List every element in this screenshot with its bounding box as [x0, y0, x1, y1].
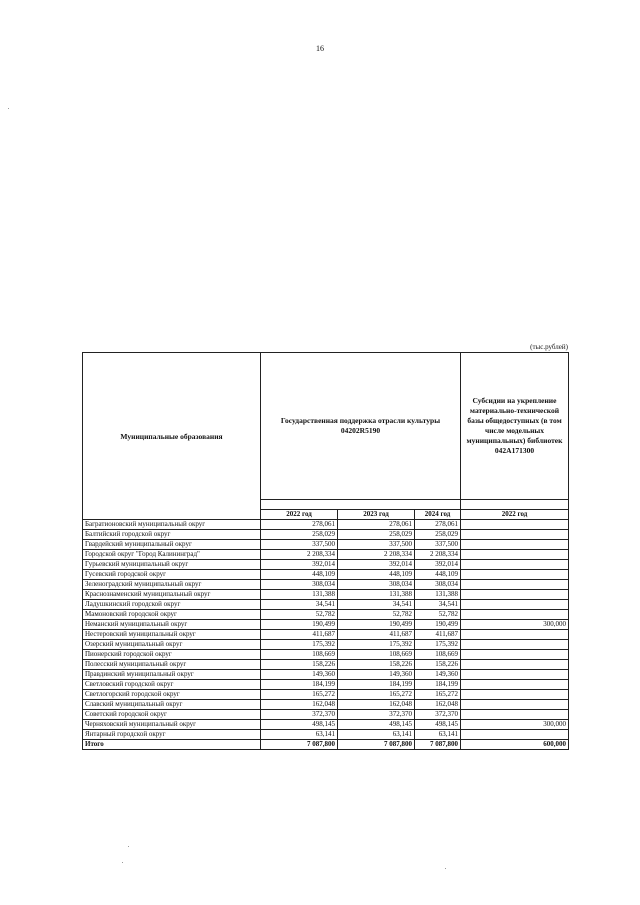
row-library-2022 [461, 530, 569, 540]
table-row [83, 550, 569, 560]
row-2024: 162,048 [415, 700, 461, 710]
row-2022: 337,500 [261, 540, 338, 550]
row-2022: 498,145 [261, 720, 338, 730]
row-2023: 258,029 [338, 530, 415, 540]
row-library-2022 [461, 670, 569, 680]
table-row [83, 520, 569, 530]
row-2023: 175,392 [338, 640, 415, 650]
row-name: Светловский городской округ [83, 680, 261, 690]
page-number: 16 [316, 44, 324, 53]
table-row [83, 640, 569, 650]
row-2024: 34,541 [415, 600, 461, 610]
table-row [83, 600, 569, 610]
row-2022: 372,370 [261, 710, 338, 720]
row-library-2022: 300,000 [461, 720, 569, 730]
budget-table [82, 352, 569, 750]
table-row [83, 630, 569, 640]
table-row [83, 680, 569, 690]
row-2024: 108,669 [415, 650, 461, 660]
header-year-2022: 2022 год [261, 510, 338, 520]
row-2023: 372,370 [338, 710, 415, 720]
row-2023: 63,141 [338, 730, 415, 740]
table-row [83, 670, 569, 680]
row-2023: 184,199 [338, 680, 415, 690]
row-name: Славский муниципальный округ [83, 700, 261, 710]
row-library-2022 [461, 580, 569, 590]
row-library-2022: 300,000 [461, 620, 569, 630]
header-municipalities: Муниципальные образования [83, 353, 261, 520]
table-row [83, 730, 569, 740]
row-name: Гурьевский муниципальный округ [83, 560, 261, 570]
row-library-2022 [461, 540, 569, 550]
table-row [83, 590, 569, 600]
header-library-year-2022: 2022 год [461, 510, 569, 520]
row-name: Ладушкинский городской округ [83, 600, 261, 610]
row-name: Мамоновский городской округ [83, 610, 261, 620]
scan-speck [445, 868, 446, 869]
row-name: Пионерский городской округ [83, 650, 261, 660]
row-library-2022 [461, 640, 569, 650]
header-year-2023: 2023 год [338, 510, 415, 520]
table-row [83, 660, 569, 670]
row-2022: 149,360 [261, 670, 338, 680]
row-2024: 411,687 [415, 630, 461, 640]
scan-speck [128, 846, 129, 847]
row-2024: 165,272 [415, 690, 461, 700]
header-culture-support: Государственная поддержка отрасли культуры 04202R5190 [261, 353, 461, 500]
row-2023: 448,109 [338, 570, 415, 580]
total-2022: 7 087,800 [261, 740, 338, 750]
row-2022: 131,388 [261, 590, 338, 600]
row-2023: 498,145 [338, 720, 415, 730]
row-2022: 278,061 [261, 520, 338, 530]
row-2023: 190,499 [338, 620, 415, 630]
row-2022: 411,687 [261, 630, 338, 640]
table-row [83, 560, 569, 570]
table-row [83, 580, 569, 590]
row-2022: 52,782 [261, 610, 338, 620]
table-row [83, 570, 569, 580]
total-label: Итого [83, 740, 261, 750]
row-2024: 448,109 [415, 570, 461, 580]
row-2022: 392,014 [261, 560, 338, 570]
row-2024: 258,029 [415, 530, 461, 540]
row-library-2022 [461, 650, 569, 660]
total-2023: 7 087,800 [338, 740, 415, 750]
table-row [83, 650, 569, 660]
row-2023: 149,360 [338, 670, 415, 680]
row-2022: 258,029 [261, 530, 338, 540]
row-2022: 184,199 [261, 680, 338, 690]
table-row [83, 720, 569, 730]
row-library-2022 [461, 600, 569, 610]
row-library-2022 [461, 730, 569, 740]
scan-speck [8, 108, 9, 109]
row-name: Полесский муниципальный округ [83, 660, 261, 670]
row-2023: 337,500 [338, 540, 415, 550]
row-library-2022 [461, 550, 569, 560]
row-2024: 63,141 [415, 730, 461, 740]
row-library-2022 [461, 610, 569, 620]
row-2023: 158,226 [338, 660, 415, 670]
row-2022: 108,669 [261, 650, 338, 660]
row-name: Краснознаменский муниципальный округ [83, 590, 261, 600]
row-2023: 162,048 [338, 700, 415, 710]
row-2023: 34,541 [338, 600, 415, 610]
row-2023: 165,272 [338, 690, 415, 700]
row-name: Светлогорский городской округ [83, 690, 261, 700]
row-name: Черняховский муниципальный округ [83, 720, 261, 730]
total-row [83, 740, 569, 750]
row-2023: 278,061 [338, 520, 415, 530]
row-2024: 158,226 [415, 660, 461, 670]
row-2023: 52,782 [338, 610, 415, 620]
scan-speck [122, 862, 123, 863]
row-name: Зеленоградский муниципальный округ [83, 580, 261, 590]
row-2024: 190,499 [415, 620, 461, 630]
row-library-2022 [461, 570, 569, 580]
row-2022: 165,272 [261, 690, 338, 700]
row-2022: 175,392 [261, 640, 338, 650]
row-2024: 337,500 [415, 540, 461, 550]
header-library-subsidy: Субсидии на укрепление материально-технической базы общедоступных (в том числе модельных муниципальных) библиотек 042А171300 [461, 353, 569, 500]
row-2024: 2 208,334 [415, 550, 461, 560]
table-row [83, 690, 569, 700]
row-2022: 2 208,334 [261, 550, 338, 560]
row-2024: 184,199 [415, 680, 461, 690]
table-row [83, 710, 569, 720]
row-library-2022 [461, 680, 569, 690]
row-2024: 498,145 [415, 720, 461, 730]
table-row [83, 540, 569, 550]
row-2024: 372,370 [415, 710, 461, 720]
row-2022: 63,141 [261, 730, 338, 740]
row-name: Неманский муниципальный округ [83, 620, 261, 630]
row-name: Гусевский городской округ [83, 570, 261, 580]
row-library-2022 [461, 690, 569, 700]
row-2024: 131,388 [415, 590, 461, 600]
row-library-2022 [461, 700, 569, 710]
total-library-2022: 600,000 [461, 740, 569, 750]
row-name: Городской округ "Город Калининград" [83, 550, 261, 560]
header-year-2024: 2024 год [415, 510, 461, 520]
row-name: Янтарный городской округ [83, 730, 261, 740]
row-2024: 52,782 [415, 610, 461, 620]
row-library-2022 [461, 710, 569, 720]
row-2022: 34,541 [261, 600, 338, 610]
row-library-2022 [461, 630, 569, 640]
row-2022: 158,226 [261, 660, 338, 670]
row-2022: 448,109 [261, 570, 338, 580]
units-label: (тыс.рублей) [530, 343, 568, 351]
row-name: Правдинский муниципальный округ [83, 670, 261, 680]
row-name: Советский городской округ [83, 710, 261, 720]
row-2022: 308,034 [261, 580, 338, 590]
row-2024: 149,360 [415, 670, 461, 680]
row-name: Багратионовский муниципальный округ [83, 520, 261, 530]
row-2022: 190,499 [261, 620, 338, 630]
row-name: Озерский муниципальный округ [83, 640, 261, 650]
row-2024: 308,034 [415, 580, 461, 590]
total-2024: 7 087,800 [415, 740, 461, 750]
row-2023: 2 208,334 [338, 550, 415, 560]
row-2024: 278,061 [415, 520, 461, 530]
row-2023: 108,669 [338, 650, 415, 660]
table-row [83, 620, 569, 630]
row-2023: 411,687 [338, 630, 415, 640]
table-row [83, 700, 569, 710]
row-2022: 162,048 [261, 700, 338, 710]
row-name: Нестеровский муниципальный округ [83, 630, 261, 640]
row-library-2022 [461, 560, 569, 570]
row-2024: 175,392 [415, 640, 461, 650]
row-2023: 392,014 [338, 560, 415, 570]
row-name: Балтийский городской округ [83, 530, 261, 540]
row-2023: 308,034 [338, 580, 415, 590]
table-row [83, 610, 569, 620]
row-library-2022 [461, 520, 569, 530]
row-2023: 131,388 [338, 590, 415, 600]
row-library-2022 [461, 660, 569, 670]
row-name: Гвардейский муниципальный округ [83, 540, 261, 550]
table-row [83, 530, 569, 540]
row-2024: 392,014 [415, 560, 461, 570]
row-library-2022 [461, 590, 569, 600]
